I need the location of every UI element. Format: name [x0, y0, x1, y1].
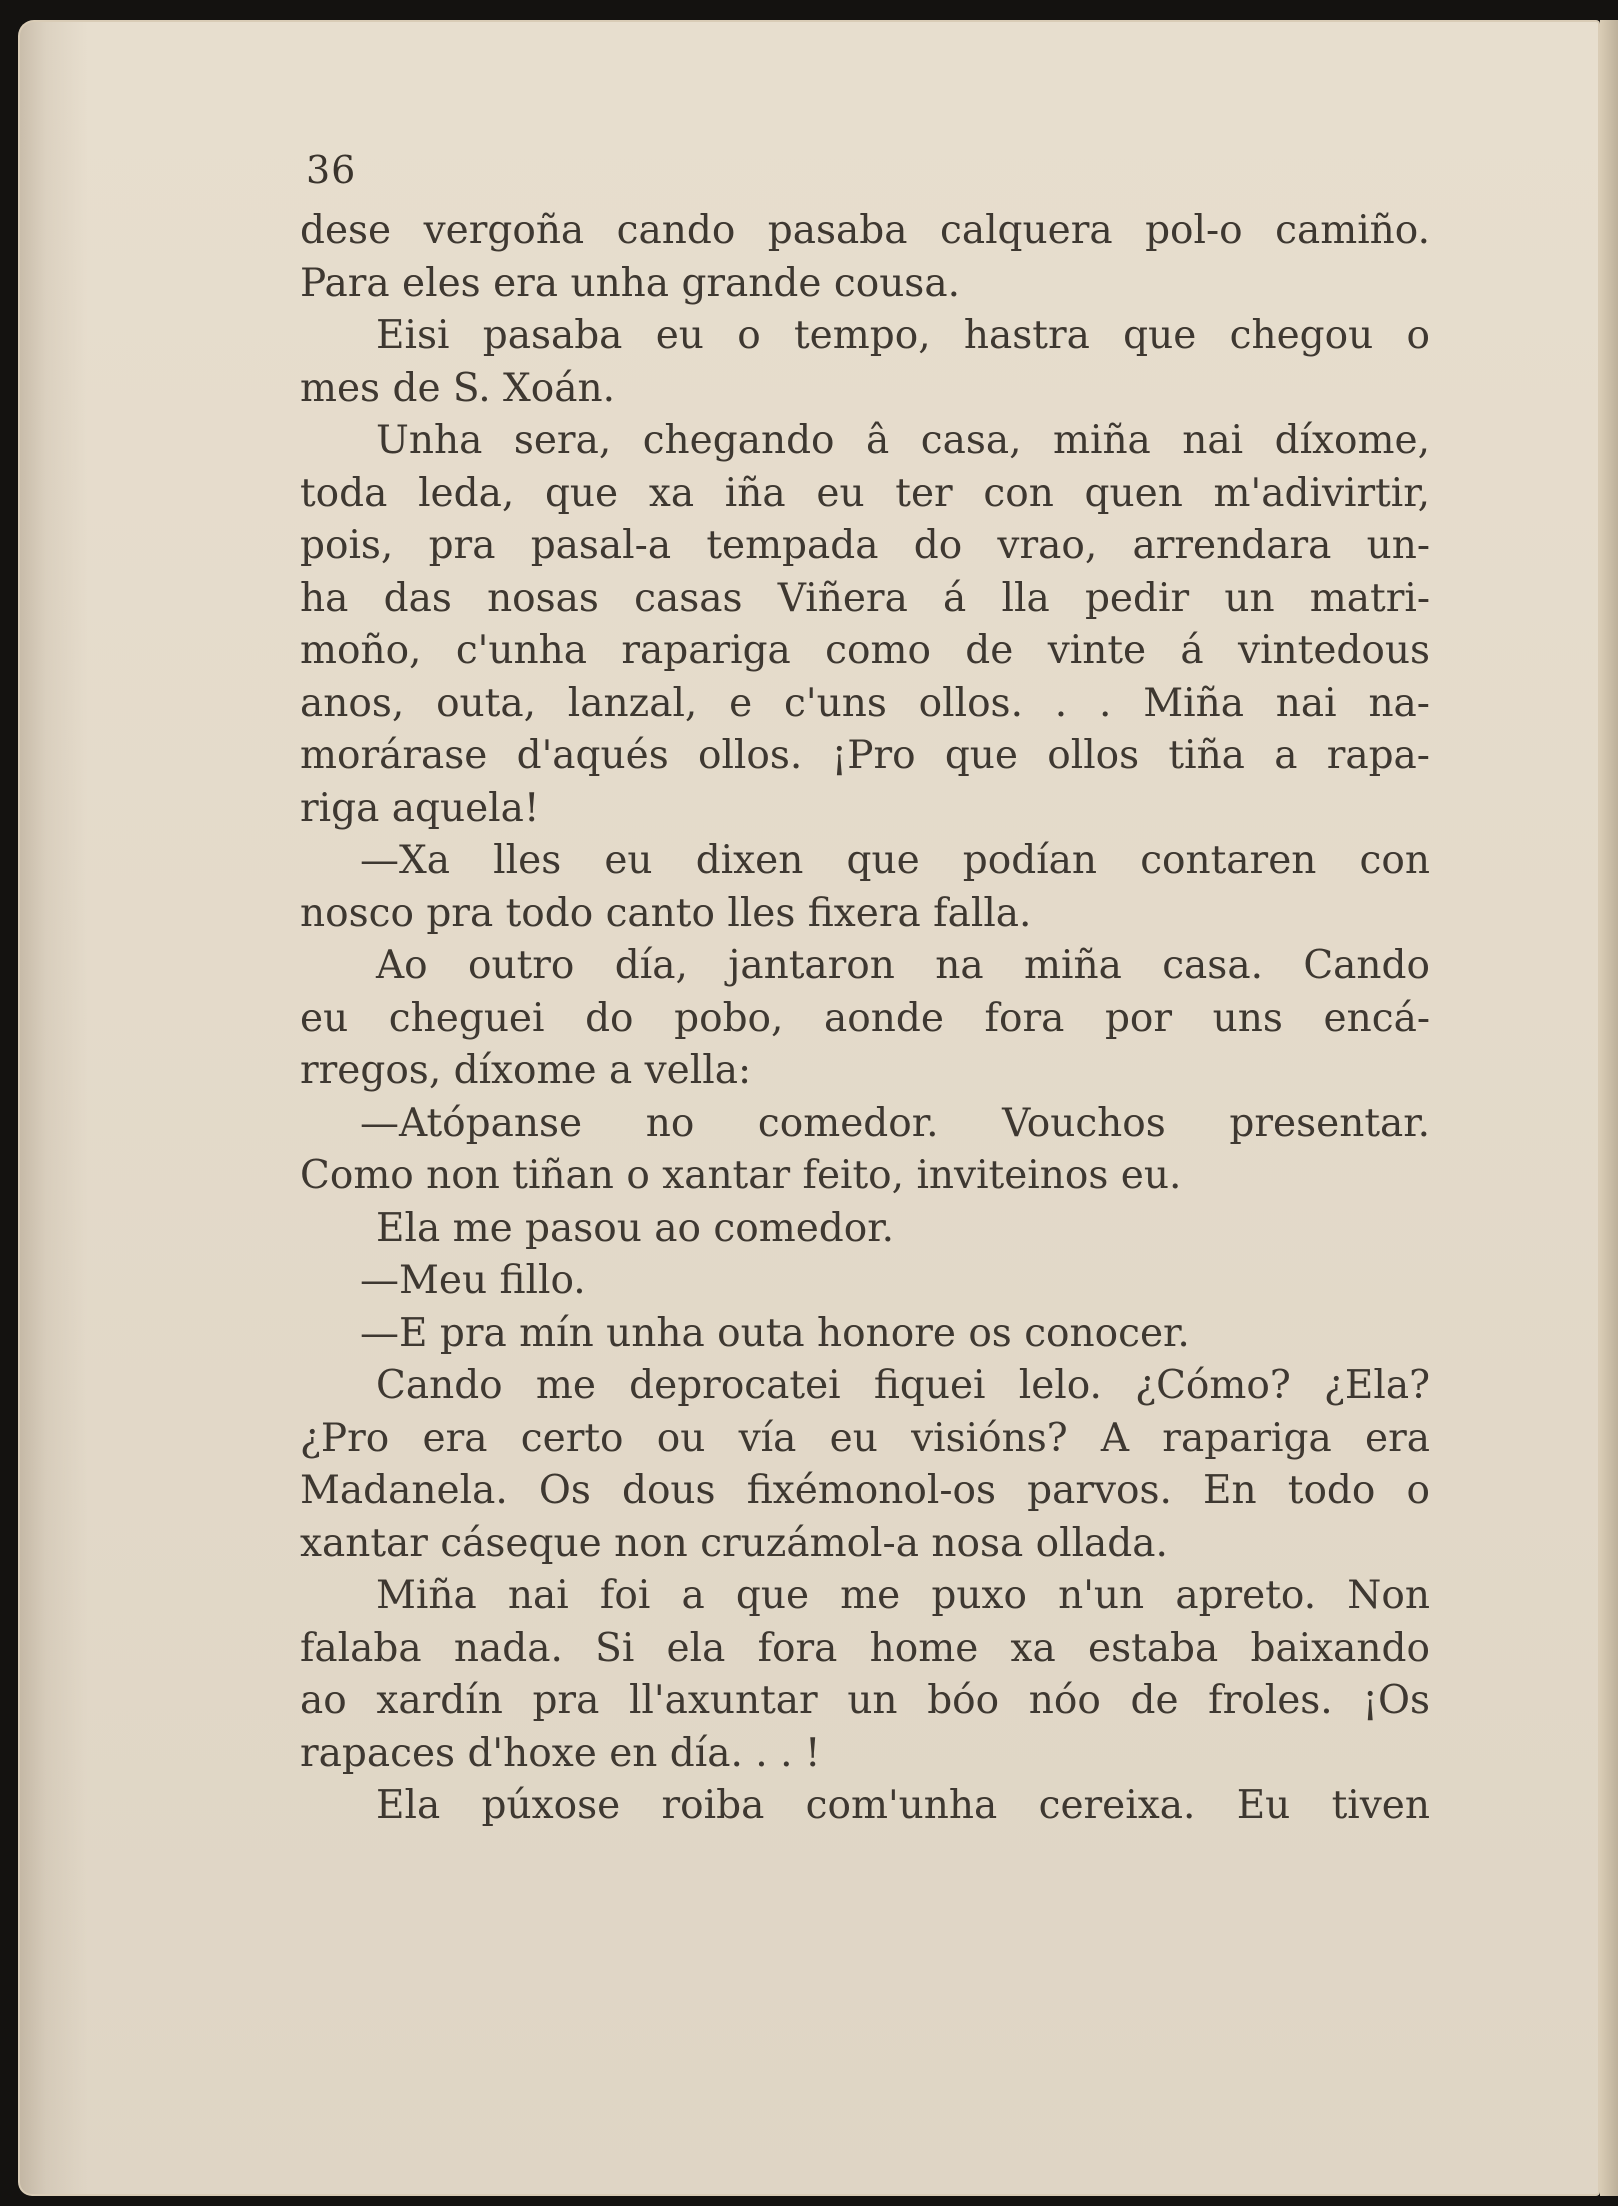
text-line: toda leda, que xa iña eu ter con quen m'adivirtir, — [300, 470, 1430, 516]
text-line: Para eles era unha grande cousa. — [300, 260, 960, 306]
text-line: ao xardín pra ll'axuntar un bóo nóo de froles. ¡Os — [300, 1678, 1430, 1723]
text-line: riga aquela! — [300, 785, 540, 831]
text-line: Eisi pasaba eu o tempo, hastra que chegou o — [376, 313, 1430, 358]
text-line: nosco pra todo canto lles fixera falla. — [300, 890, 1032, 936]
text-line: xantar cáseque non cruzámol-a nosa ollada. — [300, 1520, 1168, 1566]
body-text — [300, 205, 1430, 1833]
text-line: Ela púxose roiba com'unha cereixa. Eu tiven — [376, 1783, 1430, 1828]
page-edge — [1600, 20, 1618, 2196]
text-line: falaba nada. Si ela fora home xa estaba baixando — [300, 1625, 1430, 1671]
text-line: anos, outa, lanzal, e c'uns ollos. . . Miña nai na- — [300, 680, 1430, 726]
text-line: ha das nosas casas Viñera á lla pedir un matri- — [300, 575, 1430, 621]
text-line: morárase d'aqués ollos. ¡Pro que ollos tiña a rapa- — [300, 733, 1430, 778]
text-line: ¿Pro era certo ou vía eu visións? A rapariga era — [300, 1415, 1430, 1461]
text-line: dese vergoña cando pasaba calquera pol-o camiño. — [300, 208, 1430, 253]
text-line: moño, c'unha rapariga como de vinte á vintedous — [300, 628, 1430, 673]
text-line: Como non tiñan o xantar feito, inviteinos eu. — [300, 1153, 1182, 1198]
text-line: rregos, díxome a vella: — [300, 1048, 752, 1093]
text-line: —Meu fillo. — [360, 1258, 586, 1303]
text-line: eu cheguei do pobo, aonde fora por uns encá- — [300, 995, 1430, 1041]
text-line: pois, pra pasal-a tempada do vrao, arrendara un- — [300, 523, 1430, 568]
text-line: Madanela. Os dous fixémonol-os parvos. En todo o — [300, 1468, 1430, 1513]
text-line: —E pra mín unha outa honore os conocer. — [360, 1310, 1190, 1356]
page-number: 36 — [306, 148, 357, 192]
text-line: Miña nai foi a que me puxo n'un apreto. Non — [376, 1573, 1430, 1618]
text-line: Cando me deprocatei fiquei lelo. ¿Cómo? ¿Ela? — [376, 1363, 1430, 1408]
text-line: —Atópanse no comedor. Vouchos presentar. — [360, 1100, 1430, 1146]
text-line: —Xa lles eu dixen que podían contaren con — [360, 838, 1430, 883]
text-line: mes de S. Xoán. — [300, 365, 616, 411]
text-line: Ela me pasou ao comedor. — [376, 1205, 894, 1251]
text-line: Unha sera, chegando â casa, miña nai díxome, — [376, 418, 1430, 463]
text-line: Ao outro día, jantaron na miña casa. Cando — [376, 943, 1430, 988]
text-line: rapaces d'hoxe en día. . . ! — [300, 1730, 821, 1776]
